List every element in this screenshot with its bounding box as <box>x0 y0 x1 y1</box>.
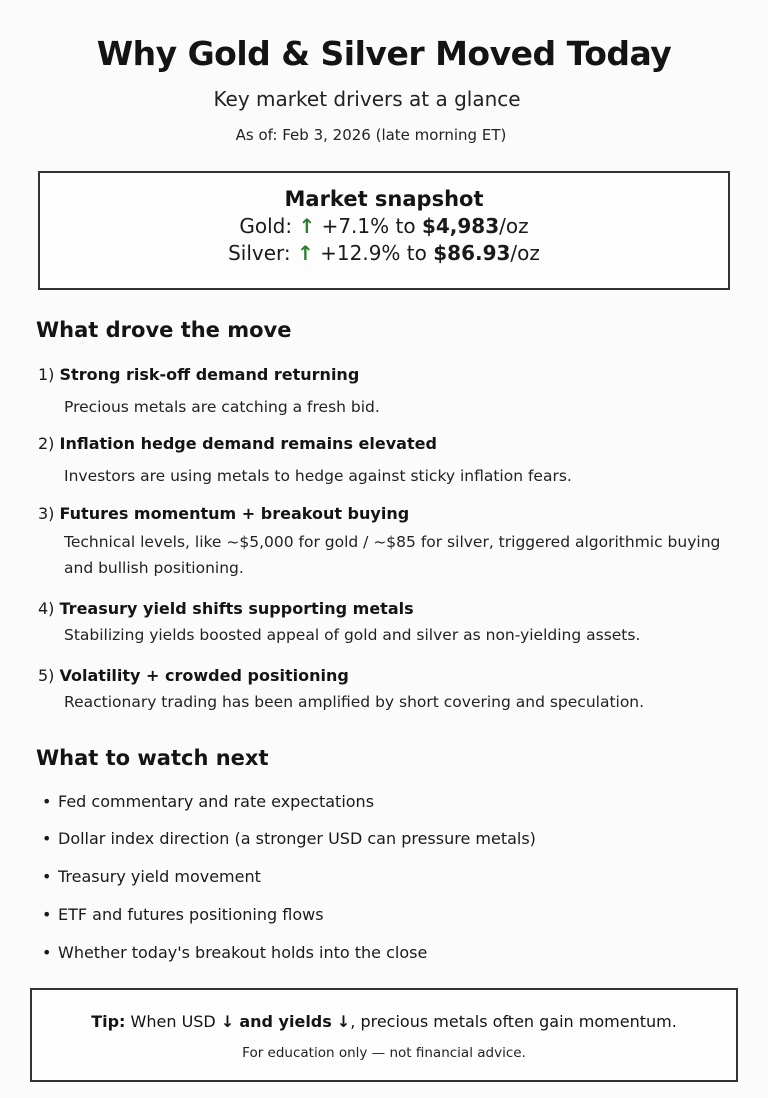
watch-item <box>42 905 324 924</box>
watch-item-text: ETF and futures positioning flows <box>58 905 324 924</box>
page-subtitle: Key market drivers at a glance <box>213 87 521 111</box>
up-arrow-icon: ↑ <box>298 214 316 238</box>
driver-label: Volatility + crowded positioning <box>59 666 349 685</box>
market-snapshot-box <box>38 171 730 290</box>
watch-item <box>42 867 261 886</box>
snapshot-title: Market snapshot <box>284 187 484 211</box>
gold-row <box>40 214 728 238</box>
gold-unit: /oz <box>499 214 529 238</box>
tip-text <box>32 1012 736 1031</box>
bullet-icon: • <box>42 829 52 848</box>
driver-desc: Precious metals are catching a fresh bid. <box>64 398 380 416</box>
driver-item <box>38 504 738 581</box>
bullet-icon: • <box>42 792 52 811</box>
gold-price: $4,983 <box>421 214 500 238</box>
disclaimer: For education only — not financial advice. <box>242 1045 526 1061</box>
watch-item <box>42 943 427 962</box>
tip-part: When USD <box>130 1012 216 1031</box>
driver-number: 3) <box>38 504 55 523</box>
tip-label: Tip: <box>91 1012 126 1031</box>
gold-change: +7.1% to <box>321 214 416 238</box>
bullet-icon: • <box>42 943 52 962</box>
driver-item <box>38 666 738 715</box>
watch-item-text: Fed commentary and rate expectations <box>58 792 375 811</box>
driver-label: Treasury yield shifts supporting metals <box>59 599 414 618</box>
watch-item <box>42 829 536 848</box>
silver-price: $86.93 <box>433 241 511 265</box>
driver-item <box>38 365 738 420</box>
driver-label: Strong risk-off demand returning <box>59 365 360 384</box>
tip-part: , precious metals often gain momentum. <box>350 1012 677 1031</box>
driver-desc: Reactionary trading has been amplified by short covering and speculation. <box>64 693 645 711</box>
driver-label: Inflation hedge demand remains elevated <box>59 434 437 453</box>
silver-label: Silver: <box>228 241 291 265</box>
driver-number: 4) <box>38 599 55 618</box>
driver-label: Futures momentum + breakout buying <box>59 504 410 523</box>
bullet-icon: • <box>42 867 52 886</box>
silver-row <box>40 241 728 265</box>
down-arrow-icon: ↓ <box>220 1012 235 1031</box>
driver-desc: Stabilizing yields boosted appeal of gold and silver as non-yielding assets. <box>64 626 641 644</box>
watch-item-text: Treasury yield movement <box>58 867 261 886</box>
driver-desc: Investors are using metals to hedge against sticky inflation fears. <box>64 467 572 485</box>
driver-desc: Technical levels, like ~$5,000 for gold / ~$85 for silver, triggered algorithmic buying and bullish positioning. <box>64 533 721 577</box>
watch-item <box>42 792 374 811</box>
tip-part: and yields <box>239 1012 332 1031</box>
driver-item <box>38 434 738 489</box>
down-arrow-icon: ↓ <box>336 1012 351 1031</box>
drivers-heading: What drove the move <box>36 318 292 342</box>
bullet-icon: • <box>42 905 52 924</box>
gold-label: Gold: <box>239 214 293 238</box>
watch-heading: What to watch next <box>36 746 269 770</box>
silver-change: +12.9% to <box>320 241 427 265</box>
up-arrow-icon: ↑ <box>297 241 314 265</box>
driver-number: 5) <box>38 666 55 685</box>
driver-number: 1) <box>38 365 55 384</box>
page-title: Why Gold & Silver Moved Today <box>96 34 672 73</box>
silver-unit: /oz <box>510 241 540 265</box>
watch-item-text: Dollar index direction (a stronger USD can pressure metals) <box>58 829 536 848</box>
as-of-date: As of: Feb 3, 2026 (late morning ET) <box>235 126 507 144</box>
watch-item-text: Whether today's breakout holds into the close <box>58 943 428 962</box>
driver-number: 2) <box>38 434 55 453</box>
tip-box <box>30 988 738 1082</box>
driver-item <box>38 599 738 648</box>
